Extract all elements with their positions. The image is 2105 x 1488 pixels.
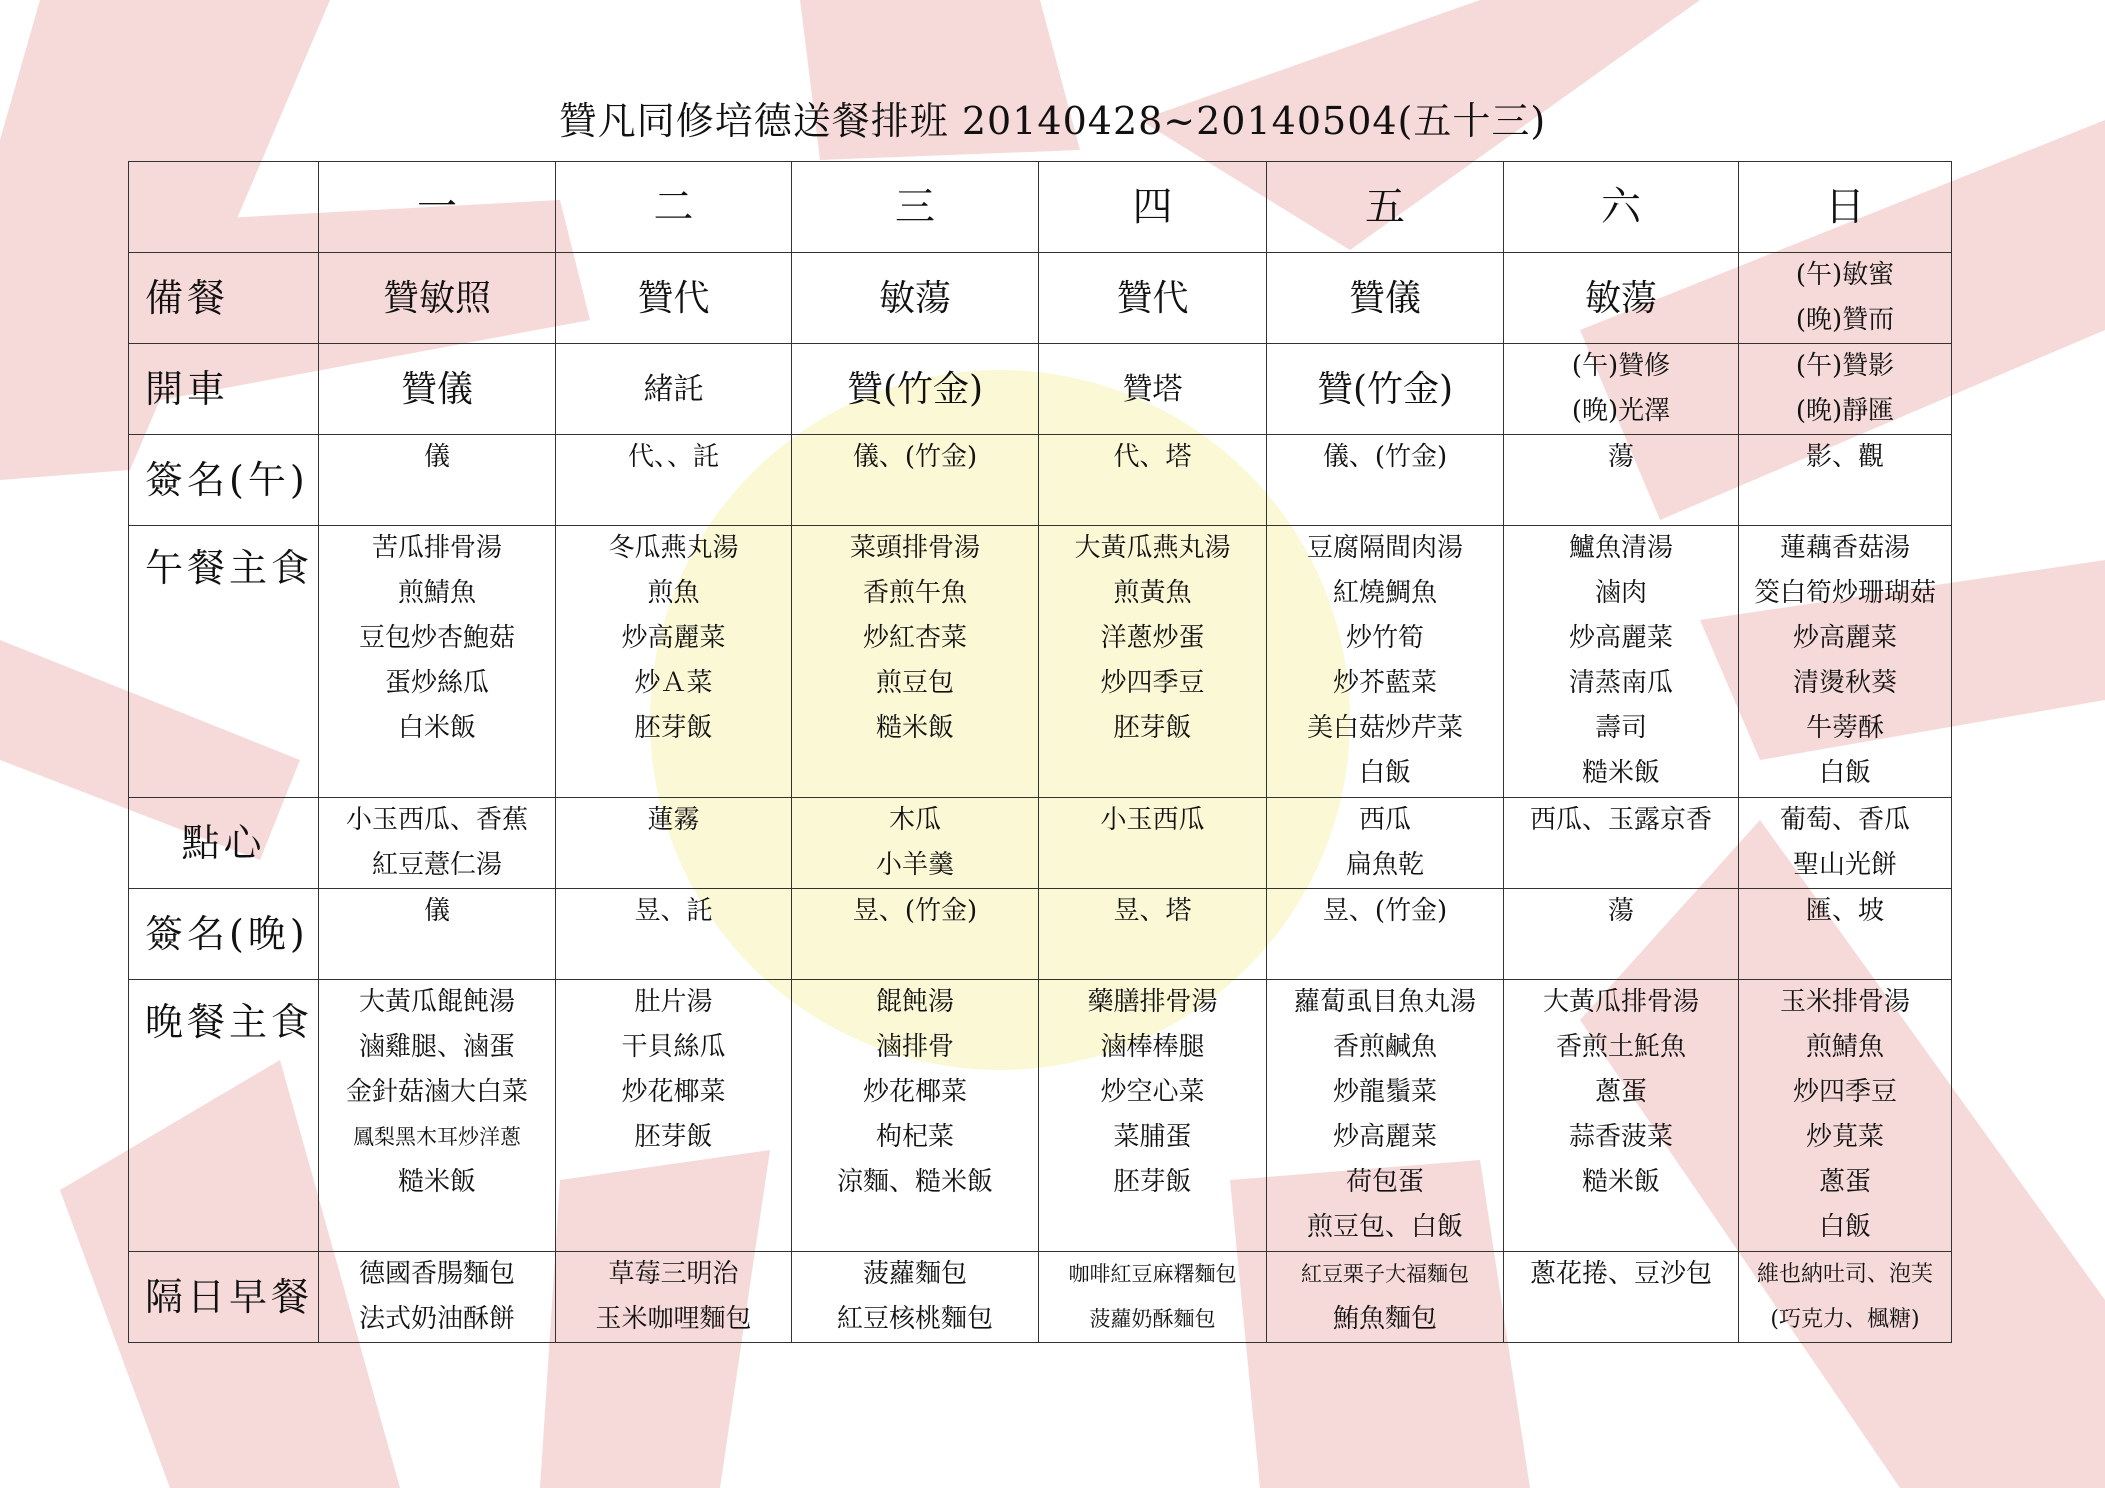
cell-line: 大黃瓜排骨湯 bbox=[1542, 987, 1699, 1017]
cell bbox=[1504, 889, 1739, 980]
cell-line: 蒜香菠菜 bbox=[1568, 1122, 1673, 1152]
cell-line: 儀 bbox=[423, 442, 450, 472]
cell-line: 煎鯖魚 bbox=[1805, 1032, 1884, 1062]
cell-line: 菠蘿奶酥麵包 bbox=[1089, 1307, 1216, 1331]
cell bbox=[319, 980, 556, 1252]
row-label: 簽名(午) bbox=[129, 435, 319, 526]
row-label: 點心 bbox=[129, 798, 319, 889]
cell bbox=[792, 526, 1039, 798]
cell-line: 小羊羹 bbox=[875, 850, 954, 880]
cell bbox=[1504, 980, 1739, 1252]
cell-line: 昱、塔 bbox=[1113, 896, 1192, 926]
cell-line: 炒高麗菜 bbox=[1332, 1122, 1437, 1152]
cell-line: (午)敏蜜 bbox=[1795, 260, 1895, 290]
cell bbox=[792, 344, 1039, 435]
cell bbox=[792, 889, 1039, 980]
cell bbox=[1267, 1252, 1504, 1343]
cell-line: 玉米咖哩麵包 bbox=[595, 1304, 752, 1334]
cell bbox=[319, 889, 556, 980]
corner-cell bbox=[129, 162, 319, 253]
cell-line: (午)贊修 bbox=[1571, 351, 1671, 381]
cell bbox=[1039, 1252, 1267, 1343]
cell-line: 蔥蛋 bbox=[1594, 1077, 1647, 1107]
cell bbox=[1267, 253, 1504, 344]
cell-line: 餛飩湯 bbox=[875, 987, 954, 1017]
cell-line: 糙米飯 bbox=[1581, 758, 1660, 788]
cell-line: 菜脯蛋 bbox=[1113, 1122, 1192, 1152]
cell bbox=[1039, 526, 1267, 798]
cell-line: 紅燒鯛魚 bbox=[1332, 578, 1437, 608]
cell-line: 贊代 bbox=[1116, 277, 1189, 319]
cell-line: 咖啡紅豆麻糬麵包 bbox=[1068, 1262, 1237, 1286]
cell bbox=[556, 889, 792, 980]
cell bbox=[1039, 980, 1267, 1252]
cell-line: 牛蒡酥 bbox=[1805, 713, 1884, 743]
day-header: 一 bbox=[319, 162, 556, 253]
cell-line: 豆包炒杏鮑菇 bbox=[358, 623, 515, 653]
cell-line: 炒高麗菜 bbox=[621, 623, 726, 653]
cell-line: 紅豆核桃麵包 bbox=[836, 1304, 993, 1334]
cell-line: 糙米飯 bbox=[1581, 1167, 1660, 1197]
cell-line: 菠蘿麵包 bbox=[862, 1259, 967, 1289]
cell-line: 維也納吐司、泡芙 bbox=[1756, 1262, 1933, 1287]
cell-line: 白飯 bbox=[1818, 1212, 1871, 1242]
cell bbox=[556, 344, 792, 435]
cell-line: 金針菇滷大白菜 bbox=[345, 1077, 528, 1107]
cell bbox=[319, 1252, 556, 1343]
cell bbox=[1267, 526, 1504, 798]
cell-line: 苦瓜排骨湯 bbox=[371, 533, 502, 563]
cell-line: 清蒸南瓜 bbox=[1568, 668, 1673, 698]
cell-line: 贊(竹金) bbox=[846, 368, 984, 410]
cell-line: 胚芽飯 bbox=[634, 713, 713, 743]
cell-line: 白飯 bbox=[1358, 758, 1411, 788]
cell-line: 紅豆栗子大福麵包 bbox=[1301, 1262, 1469, 1286]
page-title: 贊凡同修培德送餐排班 20140428~20140504(五十三) bbox=[558, 99, 1547, 143]
cell-line: 豆腐隔間肉湯 bbox=[1306, 533, 1463, 563]
cell-line: 煎豆包、白飯 bbox=[1306, 1212, 1463, 1242]
cell-line: 緒託 bbox=[643, 371, 704, 407]
cell-line: 糙米飯 bbox=[397, 1167, 476, 1197]
cell-line: 胚芽飯 bbox=[634, 1122, 713, 1152]
cell bbox=[1267, 889, 1504, 980]
cell-line: 炒四季豆 bbox=[1792, 1077, 1897, 1107]
cell-line: 煎鯖魚 bbox=[397, 578, 476, 608]
cell-line: 聖山光餅 bbox=[1792, 850, 1897, 880]
day-header: 日 bbox=[1739, 162, 1952, 253]
cell bbox=[1739, 980, 1952, 1252]
cell-line: 贊儀 bbox=[1348, 277, 1421, 319]
cell-line: 糙米飯 bbox=[875, 713, 954, 743]
cell-line: 德國香腸麵包 bbox=[358, 1259, 515, 1289]
cell-line: 西瓜、玉露京香 bbox=[1529, 805, 1712, 835]
cell bbox=[1739, 889, 1952, 980]
cell-line: 炒龍鬚菜 bbox=[1332, 1077, 1437, 1107]
cell bbox=[319, 526, 556, 798]
cell-line: (晚)贊而 bbox=[1795, 305, 1895, 335]
cell bbox=[556, 526, 792, 798]
cell-line: 涼麵、糙米飯 bbox=[836, 1167, 993, 1197]
cell-line: 蘿蔔虱目魚丸湯 bbox=[1293, 987, 1476, 1017]
cell-line: 洋蔥炒蛋 bbox=[1100, 623, 1205, 653]
cell-line: 香煎土魠魚 bbox=[1555, 1032, 1686, 1062]
cell-line: 筊白筍炒珊瑚菇 bbox=[1753, 578, 1936, 608]
cell-line: 大黃瓜餛飩湯 bbox=[358, 987, 515, 1017]
row-label: 簽名(晚) bbox=[129, 889, 319, 980]
cell-line: 白米飯 bbox=[397, 713, 476, 743]
cell bbox=[1504, 344, 1739, 435]
cell-line: 炒花椰菜 bbox=[862, 1077, 967, 1107]
cell bbox=[1504, 435, 1739, 526]
row-label: 隔日早餐 bbox=[129, 1252, 319, 1343]
cell-line: 贊敏照 bbox=[382, 277, 491, 319]
day-header: 四 bbox=[1039, 162, 1267, 253]
cell-line: 肚片湯 bbox=[634, 987, 713, 1017]
cell-line: 昱、(竹金) bbox=[1322, 896, 1448, 926]
cell bbox=[1504, 1252, 1739, 1343]
cell-line: 胚芽飯 bbox=[1113, 713, 1192, 743]
cell bbox=[792, 435, 1039, 526]
cell bbox=[1504, 526, 1739, 798]
cell-line: 儀、(竹金) bbox=[1322, 442, 1448, 472]
day-header: 二 bbox=[556, 162, 792, 253]
row-label: 開車 bbox=[129, 344, 319, 435]
cell bbox=[556, 798, 792, 889]
cell-line: 影、觀 bbox=[1805, 442, 1884, 472]
cell-line: (晚)靜匯 bbox=[1795, 396, 1895, 426]
cell-line: (晚)光澤 bbox=[1571, 396, 1671, 426]
cell-line: 荷包蛋 bbox=[1345, 1167, 1424, 1197]
cell bbox=[319, 798, 556, 889]
cell-line: (巧克力、楓糖) bbox=[1770, 1307, 1920, 1332]
cell-line: 蓮藕香菇湯 bbox=[1779, 533, 1910, 563]
cell-line: 藥膳排骨湯 bbox=[1087, 987, 1218, 1017]
row-label: 午餐主食 bbox=[129, 526, 319, 798]
cell bbox=[1267, 435, 1504, 526]
cell bbox=[792, 798, 1039, 889]
cell bbox=[792, 1252, 1039, 1343]
cell-line: 滷排骨 bbox=[875, 1032, 954, 1062]
cell bbox=[1739, 1252, 1952, 1343]
row-label: 備餐 bbox=[129, 253, 319, 344]
cell-line: 贊代 bbox=[637, 277, 710, 319]
cell bbox=[1739, 435, 1952, 526]
cell-line: 蛋炒絲瓜 bbox=[384, 668, 489, 698]
cell bbox=[1739, 798, 1952, 889]
cell bbox=[556, 1252, 792, 1343]
prep-row bbox=[129, 253, 1952, 344]
cell-line: 代、、託 bbox=[627, 442, 719, 472]
cell-line: 葡萄、香瓜 bbox=[1779, 805, 1910, 835]
cell-line: 贊塔 bbox=[1122, 371, 1183, 407]
cell-line: 昱、(竹金) bbox=[852, 896, 978, 926]
cell-line: 滷肉 bbox=[1594, 578, 1647, 608]
cell bbox=[792, 980, 1039, 1252]
cell-line: 炒紅杏菜 bbox=[862, 623, 967, 653]
cell-line: 炒莧菜 bbox=[1805, 1122, 1884, 1152]
cell bbox=[319, 344, 556, 435]
cell-line: 蔥蛋 bbox=[1818, 1167, 1871, 1197]
cell bbox=[556, 980, 792, 1252]
cell-line: 煎魚 bbox=[647, 578, 700, 608]
cell bbox=[1039, 435, 1267, 526]
cell-line: 滷棒棒腿 bbox=[1100, 1032, 1205, 1062]
cell-line: 儀、(竹金) bbox=[852, 442, 978, 472]
cell-line: 干貝絲瓜 bbox=[621, 1032, 726, 1062]
cell-line: 冬瓜燕丸湯 bbox=[608, 533, 739, 563]
cell-line: 玉米排骨湯 bbox=[1779, 987, 1910, 1017]
cell bbox=[792, 253, 1039, 344]
cell-line: 白飯 bbox=[1818, 758, 1871, 788]
cell-line: 煎豆包 bbox=[875, 668, 954, 698]
day-header: 三 bbox=[792, 162, 1039, 253]
cell-line: 木瓜 bbox=[888, 805, 941, 835]
breakfast-row bbox=[129, 1252, 1952, 1343]
day-header: 六 bbox=[1504, 162, 1739, 253]
cell-line: 鳳梨黑木耳炒洋蔥 bbox=[353, 1125, 521, 1149]
cell-line: 敏蕩 bbox=[1584, 277, 1657, 319]
cell-line: 炒竹筍 bbox=[1345, 623, 1424, 653]
cell-line: 蓮霧 bbox=[647, 805, 700, 835]
cell-line: 草莓三明治 bbox=[608, 1259, 739, 1289]
cell-line: 紅豆薏仁湯 bbox=[371, 850, 502, 880]
cell bbox=[1039, 798, 1267, 889]
cell-line: 贊儀 bbox=[400, 368, 473, 410]
cell-line: 煎黃魚 bbox=[1113, 578, 1192, 608]
cell bbox=[1039, 253, 1267, 344]
cell-line: 昱、託 bbox=[634, 896, 713, 926]
lunch-row bbox=[129, 526, 1952, 798]
cell-line: 西瓜 bbox=[1358, 805, 1411, 835]
snack-row bbox=[129, 798, 1952, 889]
cell-line: 儀 bbox=[423, 896, 450, 926]
cell bbox=[1267, 798, 1504, 889]
cell-line: 香煎鹹魚 bbox=[1332, 1032, 1437, 1062]
cell-line: 贊(竹金) bbox=[1316, 368, 1454, 410]
row-label: 晚餐主食 bbox=[129, 980, 319, 1252]
sign-noon-row bbox=[129, 435, 1952, 526]
cell-line: 炒花椰菜 bbox=[621, 1077, 726, 1107]
cell-line: 小玉西瓜、香蕉 bbox=[345, 805, 528, 835]
cell-line: 壽司 bbox=[1594, 713, 1647, 743]
cell-line: 蕩 bbox=[1607, 442, 1634, 472]
cell-line: 小玉西瓜 bbox=[1100, 805, 1205, 835]
cell-line: 胚芽飯 bbox=[1113, 1167, 1192, 1197]
cell-line: 炒四季豆 bbox=[1100, 668, 1205, 698]
cell-line: 炒空心菜 bbox=[1100, 1077, 1205, 1107]
dinner-row bbox=[129, 980, 1952, 1252]
cell bbox=[556, 435, 792, 526]
cell-line: 代、塔 bbox=[1113, 442, 1192, 472]
cell-line: (午)贊影 bbox=[1795, 351, 1895, 381]
sign-eve-row bbox=[129, 889, 1952, 980]
drive-row bbox=[129, 344, 1952, 435]
cell-line: 炒高麗菜 bbox=[1568, 623, 1673, 653]
cell-line: 清燙秋葵 bbox=[1792, 668, 1897, 698]
cell-line: 法式奶油酥餅 bbox=[358, 1304, 515, 1334]
cell-line: 菜頭排骨湯 bbox=[849, 533, 980, 563]
schedule-table bbox=[128, 161, 1952, 1343]
cell bbox=[1039, 344, 1267, 435]
cell-line: 扁魚乾 bbox=[1345, 850, 1424, 880]
cell-line: 鱸魚清湯 bbox=[1568, 533, 1673, 563]
cell-line: 枸杞菜 bbox=[875, 1122, 954, 1152]
cell-line: 香煎午魚 bbox=[862, 578, 967, 608]
cell bbox=[1739, 253, 1952, 344]
cell bbox=[1504, 798, 1739, 889]
cell bbox=[319, 253, 556, 344]
cell bbox=[1039, 889, 1267, 980]
cell-line: 匯、坡 bbox=[1805, 896, 1884, 926]
cell bbox=[1739, 344, 1952, 435]
cell bbox=[1739, 526, 1952, 798]
cell-line: 蔥花捲、豆沙包 bbox=[1529, 1259, 1712, 1289]
cell bbox=[1504, 253, 1739, 344]
cell-line: 炒芥藍菜 bbox=[1332, 668, 1437, 698]
cell-line: 炒Ａ菜 bbox=[634, 668, 713, 698]
cell bbox=[1267, 344, 1504, 435]
cell bbox=[556, 253, 792, 344]
cell-line: 蕩 bbox=[1607, 896, 1634, 926]
cell-line: 鮪魚麵包 bbox=[1332, 1304, 1437, 1334]
cell-line: 炒高麗菜 bbox=[1792, 623, 1897, 653]
day-header: 五 bbox=[1267, 162, 1504, 253]
cell bbox=[1267, 980, 1504, 1252]
cell-line: 滷雞腿、滷蛋 bbox=[358, 1032, 515, 1062]
header-row bbox=[129, 162, 1952, 253]
cell-line: 大黃瓜燕丸湯 bbox=[1074, 533, 1231, 563]
cell bbox=[319, 435, 556, 526]
cell-line: 美白菇炒芹菜 bbox=[1306, 713, 1463, 743]
cell-line: 敏蕩 bbox=[878, 277, 951, 319]
